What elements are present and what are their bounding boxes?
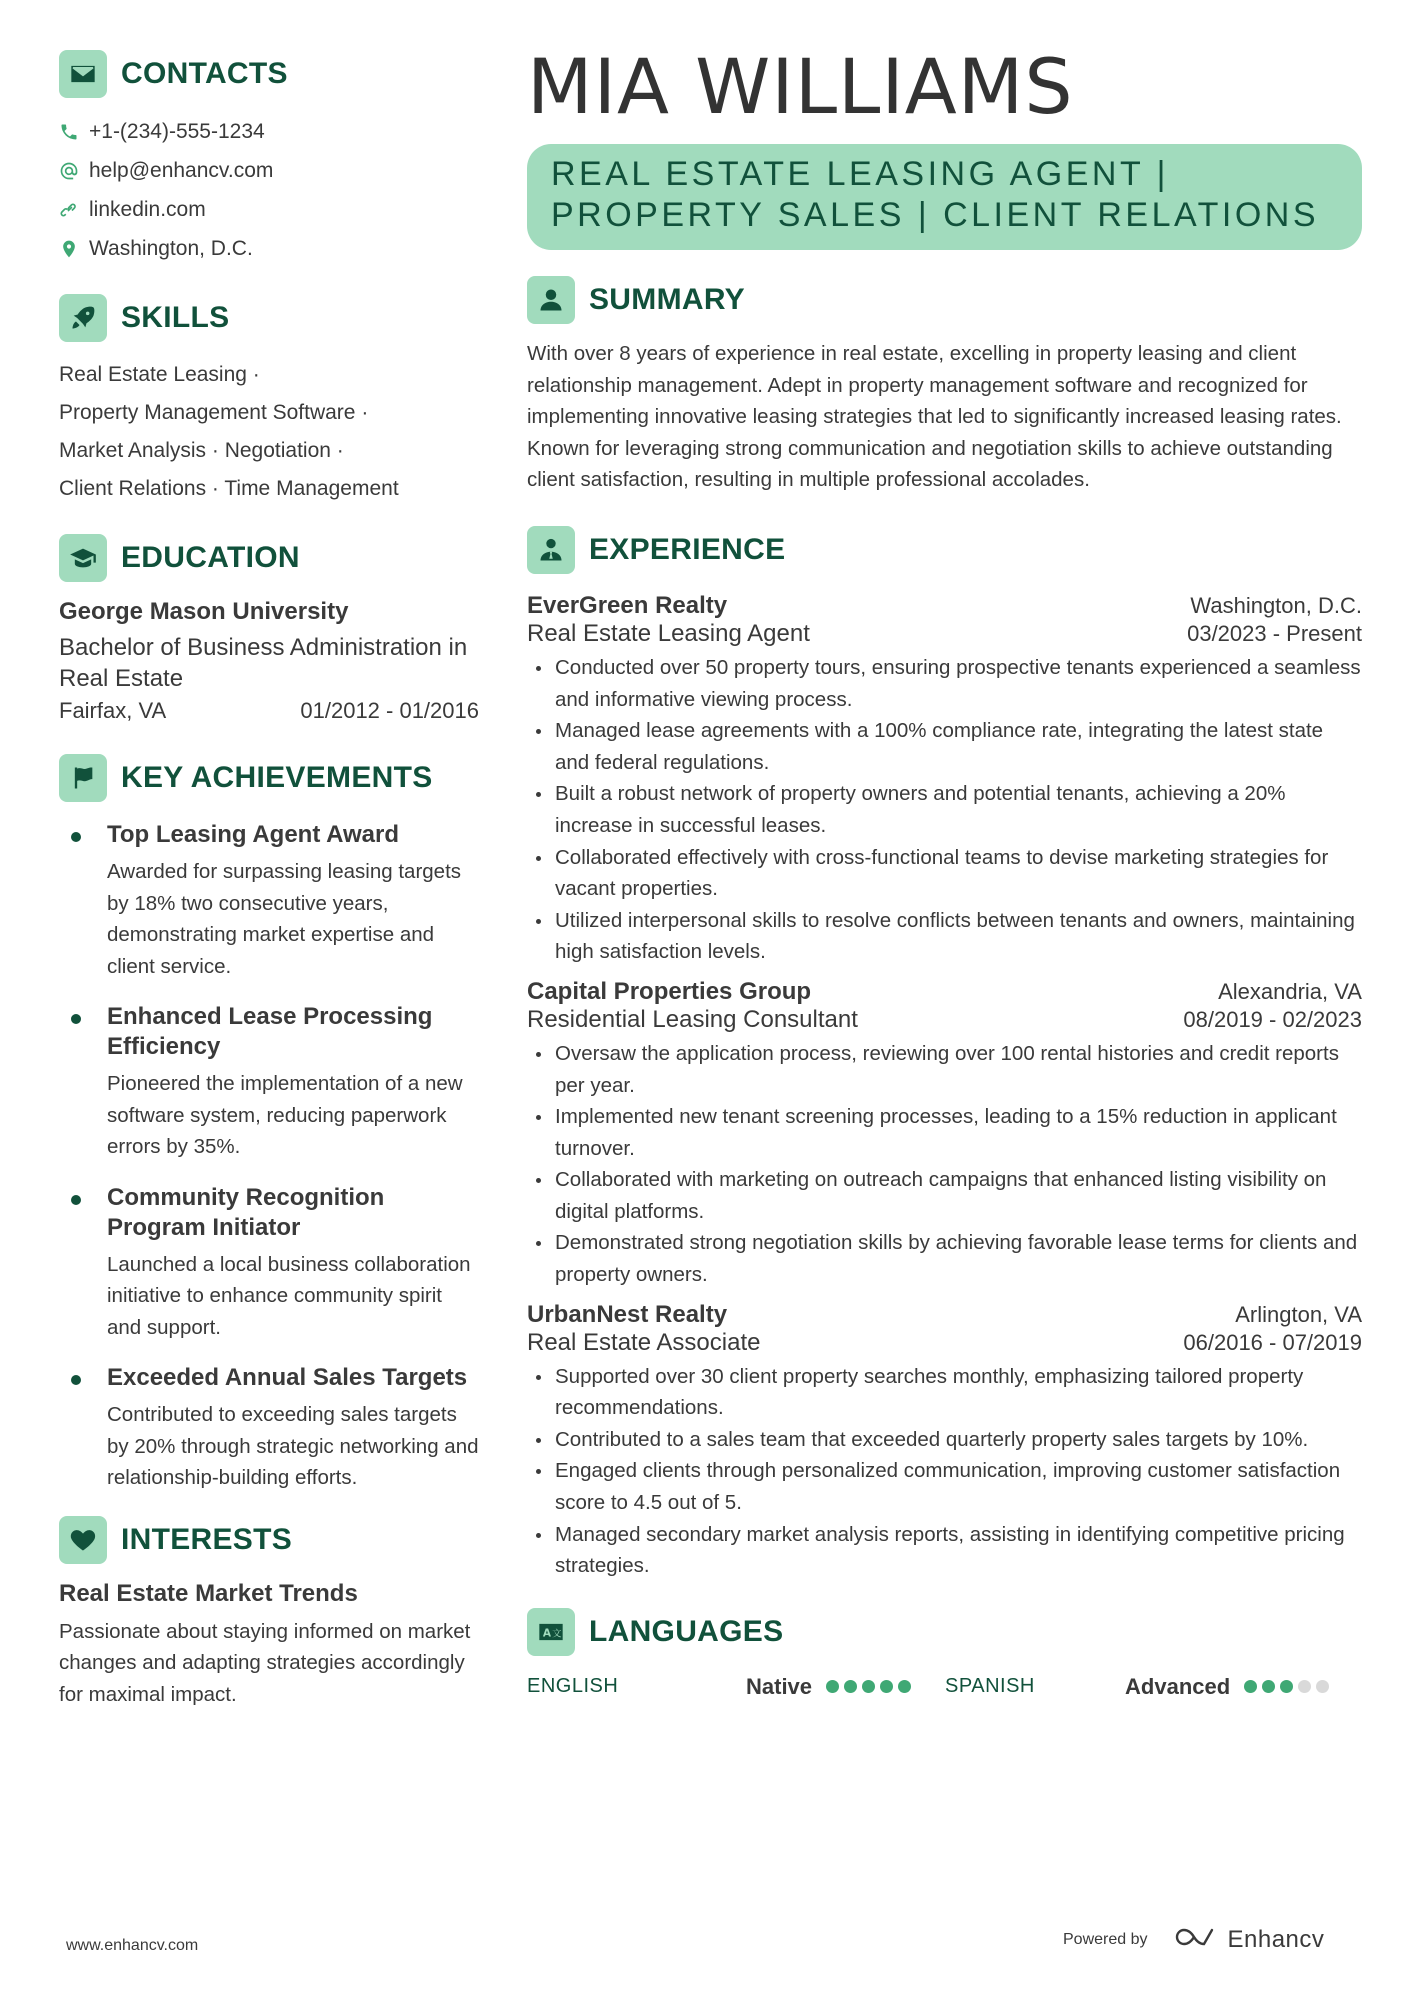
job-bullet: Contributed to a sales team that exceeded quarterly property sales targets by 10%. — [527, 1424, 1362, 1456]
right-column — [527, 42, 1362, 1700]
languages-row — [527, 1674, 1362, 1700]
contact-linkedin[interactable] — [59, 190, 479, 229]
bullet-dot — [71, 1195, 81, 1205]
job-entry — [527, 1301, 1362, 1582]
svg-text:A: A — [542, 1627, 551, 1640]
flag-icon — [59, 754, 107, 802]
job-bullet: Oversaw the application process, reviewing over 100 rental histories and credit reports per year. — [527, 1038, 1362, 1101]
rating-dot — [1262, 1680, 1275, 1693]
education-location: Fairfax, VA — [59, 698, 167, 723]
section-title: CONTACTS — [121, 57, 288, 90]
rating-dot — [1316, 1680, 1329, 1693]
achievement-item — [59, 1002, 479, 1163]
contact-text: help@enhancv.com — [89, 158, 274, 182]
job-company: Capital Properties Group — [527, 977, 812, 1005]
job-bullet: Collaborated with marketing on outreach campaigns that enhanced listing visibility on digital platforms. — [527, 1164, 1362, 1227]
job-role: Real Estate Leasing Agent — [527, 619, 810, 647]
job-role: Residential Leasing Consultant — [527, 1005, 858, 1033]
language-rating — [1244, 1680, 1329, 1693]
achievement-desc: Awarded for surpassing leasing targets by 18% two consecutive years, demonstrating market expertise and client service. — [107, 860, 462, 978]
skills-list — [59, 356, 479, 508]
rating-dot — [826, 1680, 839, 1693]
achievements-heading — [59, 754, 479, 802]
skill-line: Market Analysis · Negotiation · — [59, 439, 344, 462]
section-title: EXPERIENCE — [589, 532, 786, 566]
achievement-desc: Pioneered the implementation of a new software system, reducing paperwork errors by 35%. — [107, 1072, 463, 1158]
contacts-heading — [59, 50, 479, 98]
achievement-desc: Launched a local business collaboration initiative to enhance community spirit and support. — [107, 1252, 471, 1339]
section-title: KEY ACHIEVEMENTS — [121, 761, 433, 794]
translate-icon — [527, 1608, 575, 1656]
experience-section — [527, 526, 1362, 1582]
job-company: EverGreen Realty — [527, 591, 728, 619]
experience-heading — [527, 526, 1362, 574]
phone-icon — [59, 122, 89, 142]
language-rating — [826, 1680, 911, 1693]
candidate-name: MIA WILLIAMS — [527, 42, 1074, 131]
achievement-title: Top Leasing Agent Award — [107, 821, 400, 848]
envelope-icon — [59, 50, 107, 98]
achievements-section — [59, 754, 479, 1494]
job-bullets — [527, 1038, 1362, 1291]
summary-heading — [527, 276, 1362, 324]
job-role: Real Estate Associate — [527, 1328, 761, 1356]
job-bullet: Demonstrated strong negotiation skills by achieving favorable lease terms for clients and property owners. — [527, 1227, 1362, 1290]
job-bullet: Conducted over 50 property tours, ensuring prospective tenants experienced a seamless and informative viewing process. — [527, 652, 1362, 715]
achievement-title: Enhanced Lease Processing Efficiency — [107, 1003, 433, 1060]
headline-line: REAL ESTATE LEASING AGENT | — [551, 155, 1169, 193]
job-dates: 03/2023 - Present — [1187, 620, 1362, 646]
skill-line: Client Relations · Time Management — [59, 477, 399, 500]
education-dates: 01/2012 - 01/2016 — [300, 698, 479, 723]
job-location: Alexandria, VA — [1218, 978, 1362, 1004]
footer-site[interactable]: www.enhancv.com — [66, 1937, 199, 1954]
education-heading — [59, 534, 479, 582]
brand-name: Enhancv — [1227, 1925, 1325, 1953]
map-pin-icon — [59, 239, 89, 259]
rating-dot — [1298, 1680, 1311, 1693]
graduation-cap-icon — [59, 534, 107, 582]
contact-text: Washington, D.C. — [89, 236, 253, 260]
rocket-icon — [59, 294, 107, 342]
job-bullet: Engaged clients through personalized communication, improving customer satisfaction score to 4.5 out of 5. — [527, 1455, 1362, 1518]
job-bullet: Managed lease agreements with a 100% compliance rate, integrating the latest state and federal regulations. — [527, 715, 1362, 778]
rating-dot — [1280, 1680, 1293, 1693]
at-sign-icon — [59, 161, 89, 181]
education-section — [59, 534, 479, 724]
job-entry — [527, 592, 1362, 968]
job-location: Arlington, VA — [1235, 1301, 1362, 1327]
powered-by-label: Powered by — [1063, 1930, 1148, 1948]
heart-icon — [59, 1516, 107, 1564]
job-bullet: Managed secondary market analysis reports, assisting in identifying competitive pricing strategies. — [527, 1519, 1362, 1582]
headline-line: PROPERTY SALES | CLIENT RELATIONS — [551, 196, 1320, 234]
achievement-desc: Contributed to exceeding sales targets by 20% through strategic networking and relationship-building efforts. — [107, 1403, 479, 1489]
summary-section — [527, 276, 1362, 496]
rating-dot — [1244, 1680, 1257, 1693]
achievement-item — [59, 1363, 479, 1494]
job-subheader — [527, 620, 1362, 648]
contact-text: +1-(234)-555-1234 — [89, 119, 265, 143]
job-subheader — [527, 1006, 1362, 1034]
contact-location — [59, 229, 479, 268]
job-header — [527, 1301, 1362, 1329]
rating-dot — [898, 1680, 911, 1693]
job-bullet: Implemented new tenant screening processes, leading to a 15% reduction in applicant turnover. — [527, 1101, 1362, 1164]
education-degree: Bachelor of Business Administration in Real Estate — [59, 634, 468, 692]
left-column — [59, 50, 479, 1710]
job-bullets — [527, 1361, 1362, 1582]
job-bullet: Built a robust network of property owners and potential tenants, achieving a 20% increase in successful leases. — [527, 778, 1362, 841]
language-level: Native — [746, 1673, 813, 1699]
interest-title: Real Estate Market Trends — [59, 1579, 358, 1607]
language-name: ENGLISH — [527, 1675, 619, 1698]
job-bullet: Supported over 30 client property searches monthly, emphasizing tailored property recommendations. — [527, 1361, 1362, 1424]
contact-phone — [59, 112, 479, 151]
section-title: SKILLS — [121, 301, 230, 334]
job-bullet: Collaborated effectively with cross-functional teams to devise marketing strategies for vacant properties. — [527, 842, 1362, 905]
rating-dot — [844, 1680, 857, 1693]
language-name: SPANISH — [945, 1675, 1035, 1698]
job-entry — [527, 978, 1362, 1291]
contacts-section — [59, 50, 479, 268]
bullet-dot — [71, 832, 81, 842]
interest-desc: Passionate about staying informed on market changes and adapting strategies accordingly for maximal impact. — [59, 1619, 471, 1706]
languages-section — [527, 1608, 1362, 1700]
job-company: UrbanNest Realty — [527, 1300, 728, 1328]
headline-pill — [527, 144, 1362, 250]
job-dates: 08/2019 - 02/2023 — [1183, 1006, 1362, 1032]
job-subheader — [527, 1329, 1362, 1357]
job-location: Washington, D.C. — [1190, 592, 1362, 618]
contact-text: linkedin.com — [89, 197, 206, 221]
user-icon — [527, 276, 575, 324]
summary-text: With over 8 years of experience in real estate, excelling in property leasing and client relationship management. Adept in property management software and recognized for implementing innovative leasing strategies that led to significantly increased leasing rates. Known for leveraging strong communication and negotiation skills to achieve outstanding client satisfaction, resulting in multiple professional accolades. — [527, 342, 1342, 492]
skill-line: Real Estate Leasing · — [59, 363, 260, 386]
job-bullets — [527, 652, 1362, 968]
job-dates: 06/2016 - 07/2019 — [1183, 1329, 1362, 1355]
bullet-dot — [71, 1014, 81, 1024]
link-icon — [59, 200, 89, 220]
section-title: SUMMARY — [589, 283, 745, 316]
svg-text:文: 文 — [552, 1628, 562, 1640]
education-school: George Mason University — [59, 598, 349, 625]
skills-heading — [59, 294, 479, 342]
section-title: LANGUAGES — [589, 1614, 784, 1648]
briefcase-user-icon — [527, 526, 575, 574]
interests-heading — [59, 1516, 479, 1564]
job-bullet: Utilized interpersonal skills to resolve conflicts between tenants and owners, maintaining high satisfaction levels. — [527, 905, 1362, 968]
language-level: Advanced — [1125, 1673, 1231, 1699]
education-meta — [59, 698, 479, 724]
rating-dot — [880, 1680, 893, 1693]
enhancv-logo-icon — [1172, 1925, 1218, 1954]
interests-section — [59, 1516, 479, 1711]
languages-heading — [527, 1608, 1362, 1656]
contact-email[interactable] — [59, 151, 479, 190]
footer-branding — [1063, 1925, 1324, 1954]
section-title: INTERESTS — [121, 1522, 293, 1556]
achievement-item — [59, 1183, 479, 1344]
skills-section — [59, 294, 479, 508]
achievement-title: Community Recognition Program Initiator — [107, 1183, 385, 1241]
rating-dot — [862, 1680, 875, 1693]
achievement-title: Exceeded Annual Sales Targets — [107, 1364, 468, 1391]
achievement-item — [59, 820, 479, 982]
section-title: EDUCATION — [121, 541, 300, 574]
skill-line: Property Management Software · — [59, 401, 369, 424]
bullet-dot — [71, 1375, 81, 1385]
job-header — [527, 592, 1362, 620]
job-header — [527, 978, 1362, 1006]
